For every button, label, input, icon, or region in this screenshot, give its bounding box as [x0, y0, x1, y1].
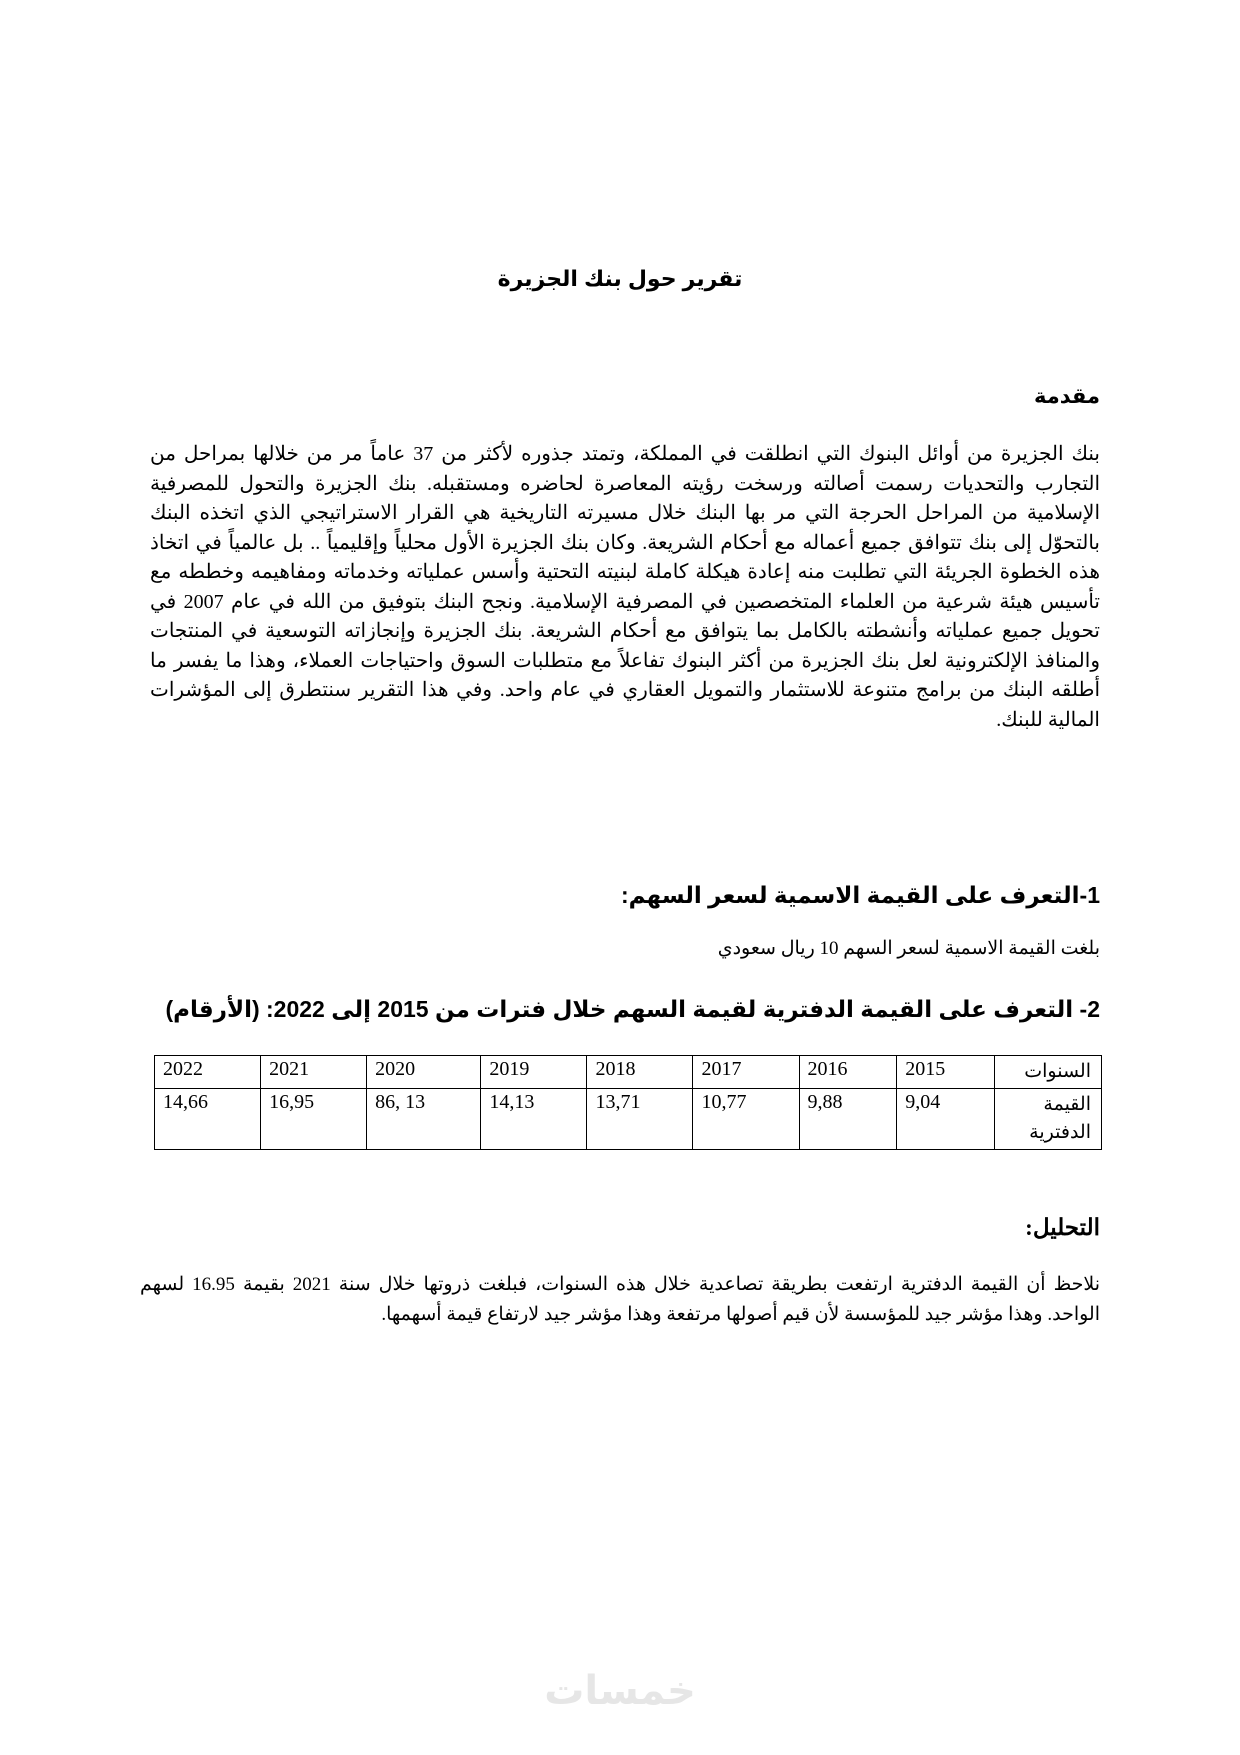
section2-heading [165, 996, 1100, 1023]
table-cell-value: 14,13 [481, 1089, 587, 1150]
table-cell-year: 2017 [693, 1056, 799, 1089]
table-cell-value: 13,71 [587, 1089, 693, 1150]
table-cell-value: 13 ,86 [367, 1089, 481, 1150]
table-cell-year: 2016 [799, 1056, 897, 1089]
analysis-text: نلاحظ أن القيمة الدفترية ارتفعت بطريقة تصاعدية خلال هذه السنوات، فبلغت ذروتها خلال سنة 2021 بقيمة 16.95 لسهم الواحد. وهذا مؤشر جيد للمؤسسة لأن قيم أصولها مرتفعة وهذا مؤشر جيد لارتفاع قيمة أسهمها. [140, 1274, 1100, 1325]
table-label-years: السنوات [995, 1056, 1102, 1089]
table-cell-year: 2018 [587, 1056, 693, 1089]
table-cell-value: 14,66 [155, 1089, 261, 1150]
analysis-heading: التحليل: [1025, 1215, 1100, 1240]
table-row-years [155, 1056, 1102, 1089]
table-cell-year: 2020 [367, 1056, 481, 1089]
section2-heading-bold: 2- التعرف على القيمة الدفترية لقيمة السهم خلال فترات من 2015 إلى 2022: [266, 996, 1100, 1022]
section1-text: بلغت القيمة الاسمية لسعر السهم 10 ريال سعودي [717, 938, 1100, 959]
table-cell-value: 16,95 [261, 1089, 367, 1150]
book-value-table [154, 1055, 1102, 1150]
table-cell-value: 10,77 [693, 1089, 799, 1150]
table-cell-year: 2019 [481, 1056, 587, 1089]
section2-heading-note: (الأرقام) [165, 996, 266, 1022]
intro-paragraph: بنك الجزيرة من أوائل البنوك التي انطلقت في المملكة، وتمتد جذوره لأكثر من 37 عاماً مر من خلالها بمراحل من التجارب والتحديات رسمت أصالته ورسخت رؤيته المعاصرة لحاضره ومستقبله. بنك الجزيرة والتحول للمصرفية الإسلامية من المراحل الحرجة التي مر بها البنك خلال مسيرته التاريخية هي القرار الاستراتيجي الذي اتخذه البنك بالتحوّل إلى بنك تتوافق جميع أعماله مع أحكام الشريعة. وكان بنك الجزيرة الأول محلياً وإقليمياً .. بل عالمياً في اتخاذ هذه الخطوة الجريئة التي تطلبت منه إعادة هيكلة كاملة لبنيته التحتية وأسس عملياته وخدماته ومفاهيمه وخططه مع تأسيس هيئة شرعية من العلماء المتخصصين في المصرفية الإسلامية. ونجح البنك بتوفيق من الله في عام 2007 في تحويل جميع عملياته وأنشطته بالكامل بما يتوافق مع أحكام الشريعة. بنك الجزيرة وإنجازاته التوسعية في المنتجات والمنافذ الإلكترونية لعل بنك الجزيرة من أكثر البنوك تفاعلاً مع متطلبات السوق واحتياجات العملاء، وهذا ما يفسر ما أطلقه البنك من برامج متنوعة للاستثمار والتمويل العقاري في عام واحد. وفي هذا التقرير سنتطرق إلى المؤشرات المالية للبنك. [150, 443, 1101, 731]
table-cell-value: 9,04 [897, 1089, 995, 1150]
table-row-book-values [155, 1089, 1102, 1150]
table-cell-year: 2022 [155, 1056, 261, 1089]
document-title: تقرير حول بنك الجزيرة [497, 266, 743, 291]
table-cell-year: 2015 [897, 1056, 995, 1089]
section1-heading: 1-التعرف على القيمة الاسمية لسعر السهم: [620, 882, 1100, 908]
table-cell-value: 9,88 [799, 1089, 897, 1150]
watermark-logo: خمسات [544, 1668, 696, 1714]
table-cell-year: 2021 [261, 1056, 367, 1089]
intro-heading: مقدمة [1034, 385, 1100, 408]
table-label-book-value: القيمة الدفترية [995, 1089, 1102, 1150]
